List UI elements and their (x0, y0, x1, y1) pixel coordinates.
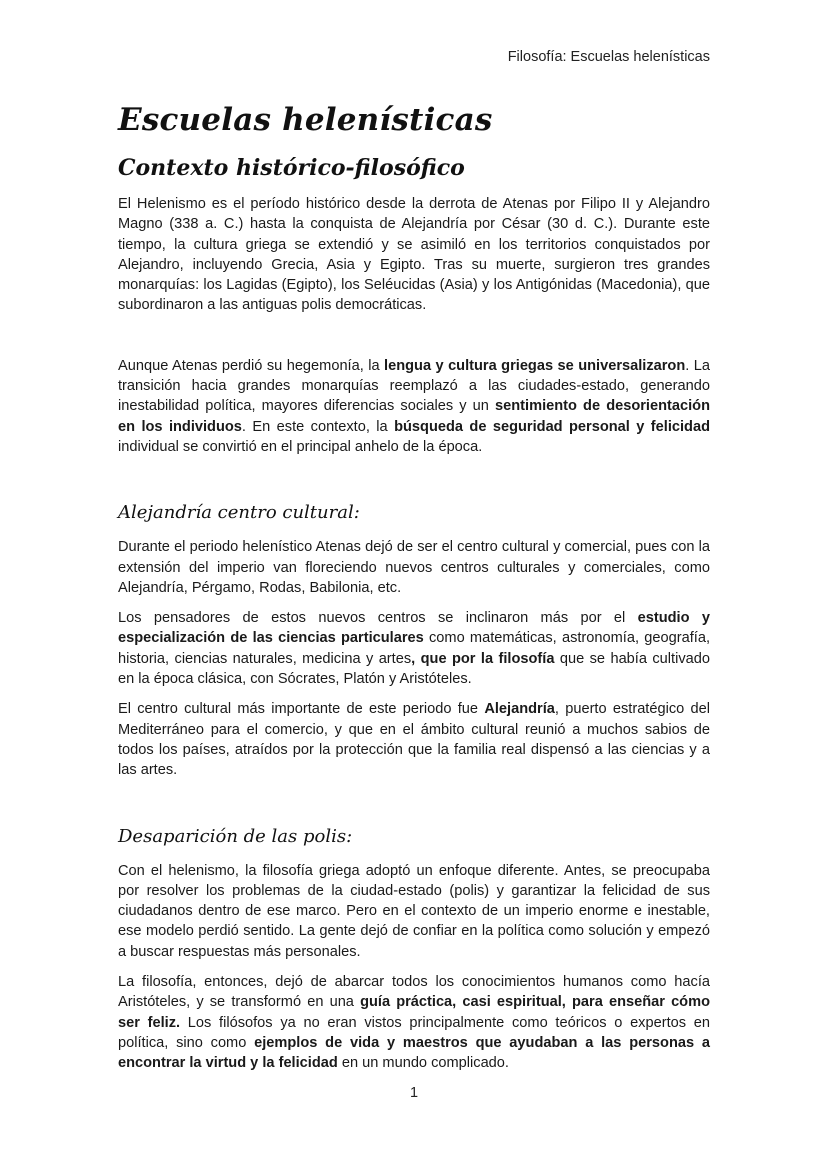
spacer (118, 316, 710, 356)
running-header: Filosofía: Escuelas helenísticas (507, 49, 710, 65)
text-span: como matemáticas, astronomía, geografía, historia, ciencias naturales, medicina y artes (118, 630, 710, 667)
page-number: 1 (409, 1085, 419, 1101)
paragraph-context-1: El Helenismo es el período histórico desde la derrota de Atenas por Filipo II y Alejandro Magno (338 a. C.) hasta la conquista de Alejandría por César (30 d. C.). Durante este tiempo, la cultura griega se extendió y se asimiló en los territorios conquistados por Alejandro, incluyendo Grecia, Asia y Egipto. Tras su muerte, surgieron tres grandes monarquías: los Lagidas (Egipto), los Seléucidas (Asia) y los Antigónidas (Macedonia), que subordinaron a las antiguas polis democráticas. (118, 196, 710, 314)
paragraph-polis-2 (118, 972, 710, 1073)
paragraph-alejandria-3 (118, 699, 710, 780)
page-content (118, 96, 710, 1074)
text-span: La filosofía, entonces, dejó de abarcar todos los conocimientos humanos como hacía Aristóteles, y se transformó en una (118, 974, 710, 1011)
paragraph-context-2 (118, 356, 710, 457)
section-heading-polis: Desaparición de las polis: (118, 825, 353, 847)
paragraph-polis-1: Con el helenismo, la filosofía griega adoptó un enfoque diferente. Antes, se preocupaba por resolver los problemas de la ciudad-estado (polis) y garantizar la felicidad de sus ciudadanos dentro de ese marco. Pero en el contexto de un imperio enorme e inestable, ese modelo perdió sentido. La gente dejó de confiar en la política como solución y empezó a buscar respuestas más personales. (118, 862, 710, 960)
spacer (118, 689, 710, 699)
text-span: , puerto estratégico del Mediterráneo para el comercio, y que en el ámbito cultural reunió a muchos sabios de todos los países, atraídos por la protección que la familia real dispensó a las ciencias y a las artes. (118, 701, 710, 779)
text-span: . La transición hacia grandes monarquías reemplazó a las ciudades-estado, generando inestabilidad política, mayores diferencias sociales y un (118, 357, 710, 415)
bold-span: búsqueda de seguridad personal y felicidad (394, 418, 710, 435)
text-span: Los filósofos ya no eran vistos principalmente como teóricos o expertos en política, sino como (118, 1014, 710, 1051)
spacer (118, 962, 710, 972)
bold-span: estudio y especialización de las ciencias particulares (118, 610, 711, 647)
spacer (118, 851, 710, 861)
bold-span: , que por la filosofía (411, 650, 555, 667)
bold-span: sentimiento de desorientación en los individuos (118, 398, 710, 435)
text-span: . En este contexto, la (241, 418, 395, 435)
bold-span: ejemplos de vida y maestros que ayudaban a las personas a encontrar la virtud y la felicidad (118, 1034, 710, 1072)
section-heading-context: Contexto histórico-filosófico (118, 155, 465, 181)
text-span: individual se convirtió en el principal anhelo de la época. (118, 438, 483, 455)
paragraph-alejandria-1: Durante el periodo helenístico Atenas dejó de ser el centro cultural y comercial, pues con la extensión del imperio van floreciendo nuevos centros culturales y comerciales, como Alejandría, Pérgamo, Rodas, Babilonia, etc. (118, 539, 710, 596)
spacer (118, 598, 710, 608)
text-span: Los pensadores de estos nuevos centros se inclinaron más por el (118, 610, 638, 627)
bold-span: Alejandría (484, 701, 555, 718)
spacer (118, 457, 710, 499)
text-span: que se había cultivado en la época clásica, con Sócrates, Platón y Aristóteles. (118, 650, 710, 688)
document-title: Escuelas helenísticas (118, 102, 493, 138)
text-span: en un mundo complicado. (337, 1055, 509, 1072)
section-heading-alejandria: Alejandría centro cultural: (118, 502, 360, 524)
bold-span: lengua y cultura griegas se universalizaron (384, 357, 686, 374)
paragraph-alejandria-2 (118, 608, 710, 689)
text-span: El centro cultural más importante de este periodo fue (118, 701, 485, 718)
bold-span: guía práctica, casi espiritual, para enseñar cómo ser feliz. (118, 994, 710, 1031)
spacer (118, 527, 710, 537)
spacer (118, 781, 710, 823)
text-span: Aunque Atenas perdió su hegemonía, la (118, 357, 385, 374)
